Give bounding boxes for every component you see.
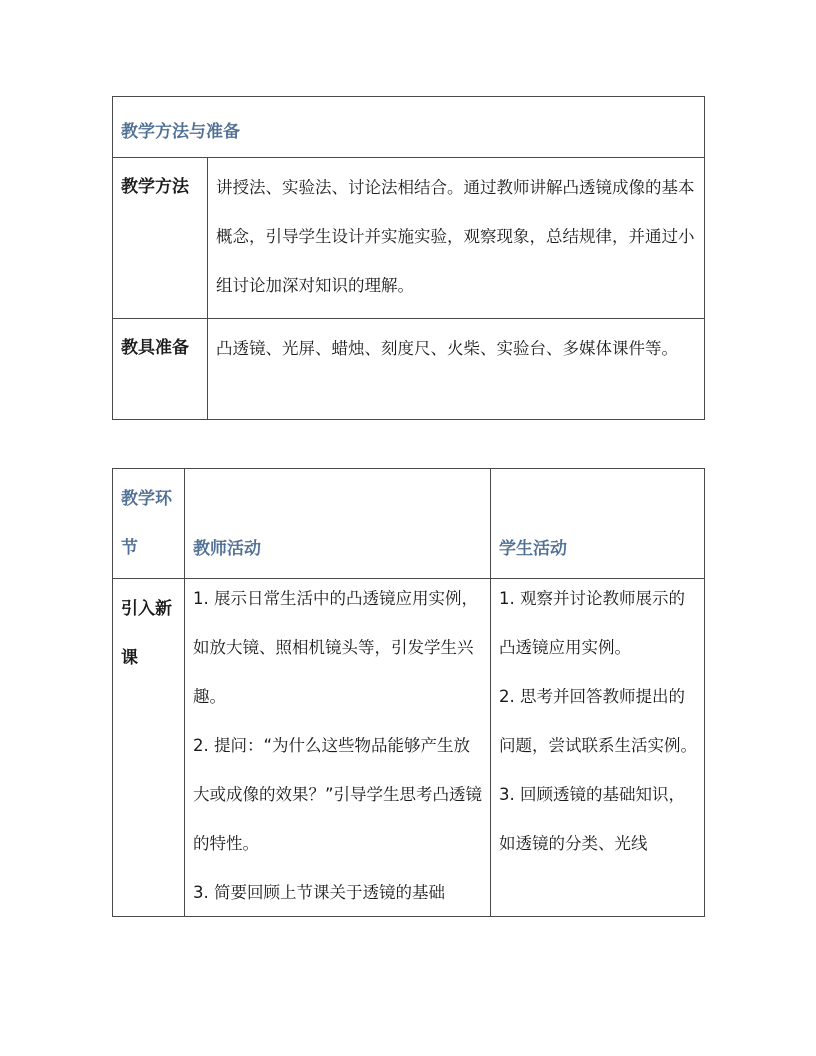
equipment-label: 教具准备 xyxy=(113,319,208,420)
student-step-2: 2. 思考并回答教师提出的问题，尝试联系生活实例。 xyxy=(499,687,697,755)
student-activities xyxy=(491,579,705,917)
teacher-step-1: 1. 展示日常生活中的凸透镜应用实例，如放大镜、照相机镜头等，引发学生兴趣。 xyxy=(193,589,478,706)
header-student: 学生活动 xyxy=(491,469,705,579)
stage-intro: 引入新课 xyxy=(113,579,185,917)
teacher-activities xyxy=(185,579,491,917)
process-table xyxy=(112,468,705,917)
methods-table xyxy=(112,96,705,420)
header-teacher: 教师活动 xyxy=(185,469,491,579)
equipment-text: 凸透镜、光屏、蜡烛、刻度尺、火柴、实验台、多媒体课件等。 xyxy=(208,319,705,420)
teacher-step-3: 3. 简要回顾上节课关于透镜的基础 xyxy=(193,883,445,902)
methods-text: 讲授法、实验法、讨论法相结合。通过教师讲解凸透镜成像的基本概念，引导学生设计并实施实验，观察现象，总结规律，并通过小组讨论加深对知识的理解。 xyxy=(208,158,705,319)
student-step-1: 1. 观察并讨论教师展示的凸透镜应用实例。 xyxy=(499,589,685,657)
header-stage: 教学环节 xyxy=(113,469,185,579)
teacher-step-2: 2. 提问：“为什么这些物品能够产生放大或成像的效果？”引导学生思考凸透镜的特性。 xyxy=(193,736,483,853)
student-step-3: 3. 回顾透镜的基础知识，如透镜的分类、光线 xyxy=(499,785,685,853)
methods-label: 教学方法 xyxy=(113,158,208,319)
methods-table-title: 教学方法与准备 xyxy=(113,97,705,158)
